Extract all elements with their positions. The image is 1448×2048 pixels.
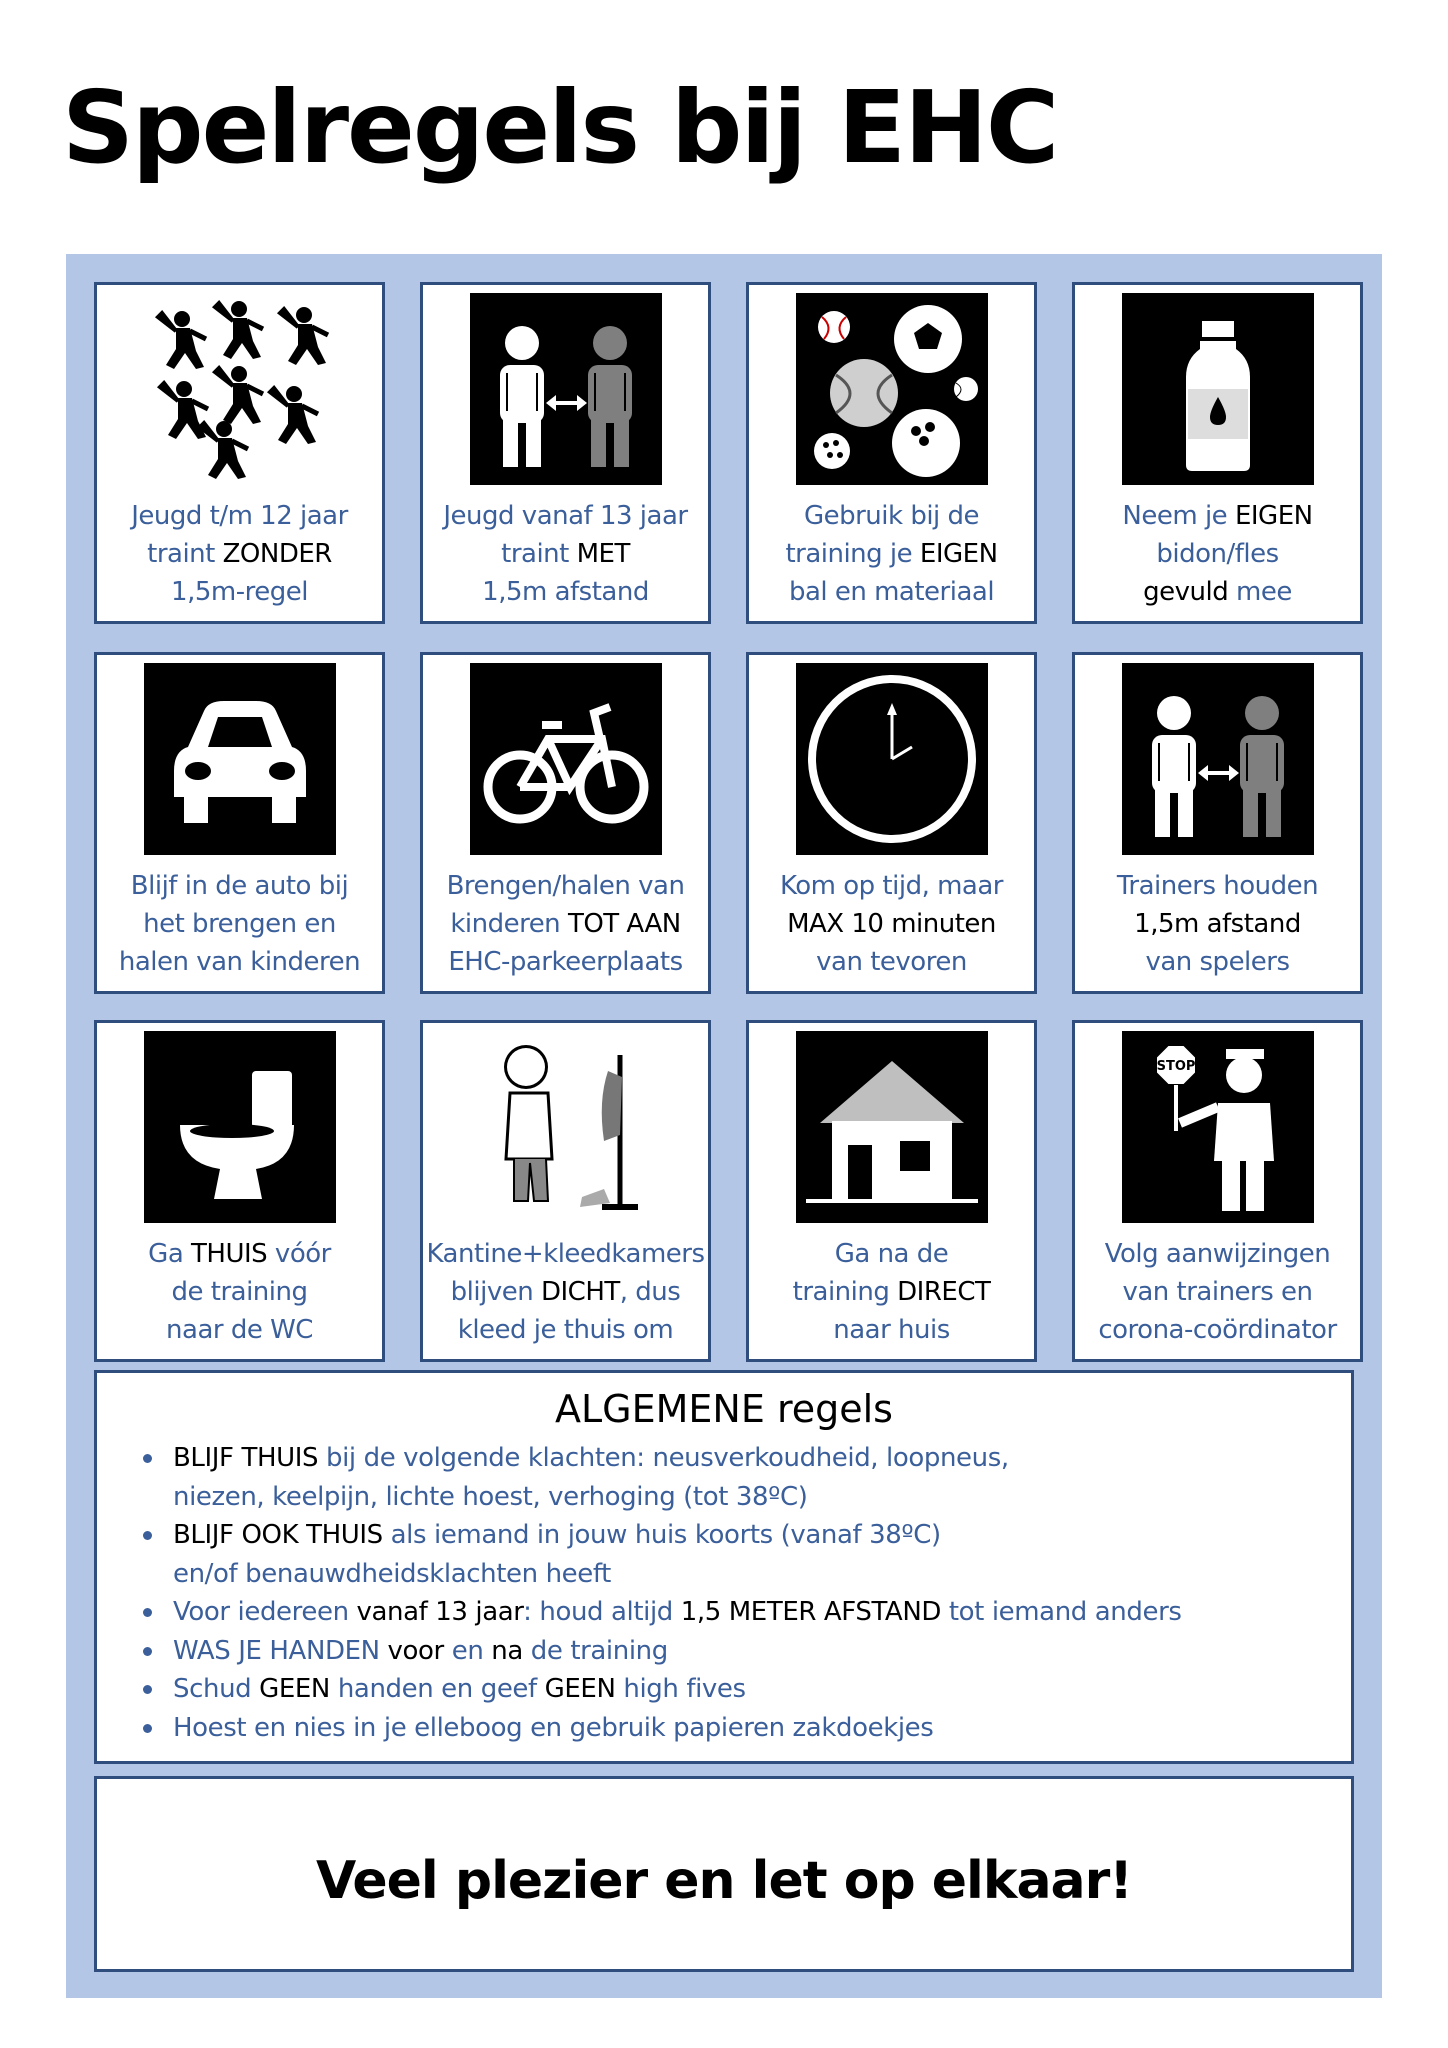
- caption-text: traint: [501, 539, 577, 569]
- caption-text: kleed je thuis om: [457, 1315, 674, 1345]
- caption-text: corona-coördinator: [1098, 1315, 1337, 1345]
- general-rules-title: ALGEMENE regels: [555, 1387, 893, 1431]
- caption-text: bidon/fles: [1156, 539, 1279, 569]
- rule-card: [420, 282, 711, 624]
- caption-line: [1075, 497, 1360, 535]
- caption-text: Kantine+kleedkamers: [426, 1239, 705, 1269]
- caption-text: de training: [171, 1277, 308, 1307]
- caption-line: [97, 905, 382, 943]
- caption-line: [1075, 867, 1360, 905]
- caption-line: [423, 867, 708, 905]
- rule-emphasis: BLIJF THUIS: [173, 1443, 319, 1473]
- caption-line: [1075, 1235, 1360, 1273]
- caption-text: traint: [147, 539, 223, 569]
- rule-emphasis: na: [483, 1635, 531, 1666]
- caption-line: [749, 497, 1034, 535]
- caption-line: [749, 943, 1034, 981]
- rule-card: [420, 652, 711, 994]
- caption-text: training: [792, 1277, 898, 1307]
- rule-text: de training: [530, 1635, 668, 1666]
- caption-line: [749, 905, 1034, 943]
- caption-text: Trainers houden: [1116, 871, 1319, 901]
- caption-line: [97, 497, 382, 535]
- rule-card: [1072, 1020, 1363, 1362]
- caption-line: [749, 535, 1034, 573]
- balls-icon: [796, 293, 988, 485]
- rule-text: Schud: [173, 1674, 260, 1704]
- caption-text: Kom op tijd, maar: [780, 871, 1003, 901]
- car-icon: [144, 663, 336, 855]
- rule-emphasis: voor: [379, 1635, 452, 1666]
- rule-card-caption: [97, 867, 382, 981]
- caption-line: [423, 1311, 708, 1349]
- rule-text: en: [451, 1635, 484, 1666]
- rule-emphasis: GEEN: [544, 1674, 616, 1704]
- caption-emphasis: DIRECT: [897, 1277, 991, 1307]
- caption-emphasis: ZONDER: [222, 539, 332, 569]
- caption-line: [97, 867, 382, 905]
- caption-emphasis: 1,5m afstand: [1134, 909, 1301, 939]
- caption-line: [423, 573, 708, 611]
- rule-text: tot iemand anders: [941, 1597, 1182, 1627]
- general-rules-list: [141, 1439, 1182, 1747]
- rule-card: [1072, 282, 1363, 624]
- rule-text: niezen, keelpijn, lichte hoest, verhoging (tot 38ºC): [173, 1481, 808, 1512]
- caption-text: halen van kinderen: [118, 947, 361, 977]
- general-rules-box: [94, 1370, 1354, 1764]
- rule-text: Hoest en nies in je elleboog en gebruik papieren zakdoekjes: [173, 1712, 934, 1743]
- rule-emphasis: BLIJF OOK THUIS: [173, 1520, 383, 1550]
- caption-line: [97, 573, 382, 611]
- rule-card-caption: [97, 497, 382, 611]
- caption-text: Neem je: [1122, 501, 1235, 531]
- caption-line: [423, 535, 708, 573]
- caption-line: [423, 1273, 708, 1311]
- rule-item: [141, 1516, 1182, 1593]
- rule-card: [94, 282, 385, 624]
- rule-card-caption: [749, 497, 1034, 611]
- rule-card-caption: [749, 1235, 1034, 1349]
- caption-line: [1075, 573, 1360, 611]
- rule-item: [141, 1632, 1182, 1671]
- caption-text: van spelers: [1145, 947, 1290, 977]
- rules-panel: [66, 254, 1382, 1998]
- distance-people-icon: [1122, 663, 1314, 855]
- rule-emphasis: GEEN: [259, 1674, 330, 1704]
- rule-card: [1072, 652, 1363, 994]
- caption-emphasis: EIGEN: [919, 539, 998, 569]
- rule-emphasis: 1,5 METER AFSTAND: [680, 1597, 941, 1627]
- closing-message: Veel plezier en let op elkaar!: [316, 1851, 1132, 1911]
- caption-emphasis: MAX 10 minuten: [787, 909, 996, 939]
- rule-card-caption: [1075, 867, 1360, 981]
- water-bottle-icon: [1122, 293, 1314, 485]
- stop-sign-person-icon: [1122, 1031, 1314, 1223]
- caption-line: [423, 943, 708, 981]
- rule-card-caption: [97, 1235, 382, 1349]
- rule-card-caption: [1075, 497, 1360, 611]
- toilet-icon: [144, 1031, 336, 1223]
- caption-text: EHC-parkeerplaats: [448, 947, 683, 977]
- caption-text: vóór: [267, 1239, 331, 1269]
- caption-line: [749, 1311, 1034, 1349]
- caption-line: [749, 573, 1034, 611]
- rule-card-caption: [423, 1235, 708, 1349]
- caption-text: Jeugd vanaf 13 jaar: [443, 501, 688, 531]
- caption-text: kinderen: [450, 909, 568, 939]
- caption-text: Ga: [148, 1239, 192, 1269]
- caption-text: bal en materiaal: [788, 577, 995, 607]
- caption-emphasis: DICHT: [540, 1277, 620, 1307]
- caption-line: [1075, 1273, 1360, 1311]
- house-icon: [796, 1031, 988, 1223]
- svg-text:STOP: STOP: [1156, 1059, 1195, 1074]
- rule-card: [746, 282, 1037, 624]
- caption-line: [749, 1235, 1034, 1273]
- rule-item: [141, 1709, 1182, 1748]
- rule-card: [746, 1020, 1037, 1362]
- rule-text: en/of benauwdheidsklachten heeft: [173, 1558, 611, 1589]
- caption-text: van trainers en: [1122, 1277, 1313, 1307]
- rule-text: handen en geef: [329, 1674, 545, 1704]
- caption-text: naar de WC: [166, 1315, 313, 1345]
- rule-emphasis: vanaf 13 jaar: [356, 1597, 524, 1627]
- page-title: Spelregels bij EHC: [62, 69, 1058, 186]
- caption-text: Brengen/halen van: [446, 871, 685, 901]
- caption-line: [1075, 943, 1360, 981]
- rule-card: [94, 1020, 385, 1362]
- rule-item: [141, 1593, 1182, 1632]
- caption-line: [97, 1235, 382, 1273]
- clock-icon: [796, 663, 988, 855]
- caption-text: training je: [785, 539, 920, 569]
- caption-line: [749, 867, 1034, 905]
- caption-line: [423, 905, 708, 943]
- caption-text: Volg aanwijzingen: [1104, 1239, 1331, 1269]
- rule-item: [141, 1670, 1182, 1709]
- caption-text: van tevoren: [816, 947, 967, 977]
- changing-room-icon: [470, 1031, 662, 1223]
- caption-line: [749, 1273, 1034, 1311]
- rule-text: WAS JE HANDEN: [173, 1635, 380, 1666]
- caption-text: , dus: [619, 1277, 681, 1307]
- caption-text: blijven: [450, 1277, 541, 1307]
- caption-text: mee: [1228, 577, 1292, 607]
- rule-card-caption: [1075, 1235, 1360, 1349]
- rule-text: als iemand in jouw huis koorts (vanaf 38ºC): [382, 1520, 941, 1550]
- caption-line: [97, 1273, 382, 1311]
- rule-card-caption: [423, 497, 708, 611]
- caption-line: [423, 497, 708, 535]
- rule-card: [746, 652, 1037, 994]
- caption-text: Jeugd t/m 12 jaar: [131, 501, 348, 531]
- rule-text: high fives: [615, 1674, 746, 1704]
- rule-card-caption: [749, 867, 1034, 981]
- caption-line: [97, 535, 382, 573]
- caption-emphasis: THUIS: [191, 1239, 268, 1269]
- handball-players-icon: [144, 293, 336, 485]
- rule-text: Voor iedereen: [173, 1597, 357, 1627]
- caption-emphasis: TOT AAN: [567, 909, 681, 939]
- caption-text: Gebruik bij de: [803, 501, 980, 531]
- caption-text: het brengen en: [143, 909, 336, 939]
- caption-line: [1075, 1311, 1360, 1349]
- caption-line: [97, 943, 382, 981]
- rule-card-caption: [423, 867, 708, 981]
- caption-emphasis: EIGEN: [1234, 501, 1313, 531]
- rule-card: [420, 1020, 711, 1362]
- caption-text: naar huis: [833, 1315, 950, 1345]
- caption-text: 1,5m-regel: [171, 577, 308, 607]
- distance-people-icon: [470, 293, 662, 485]
- caption-text: Ga na de: [834, 1239, 949, 1269]
- rule-text: bij de volgende klachten: neusverkoudheid, loopneus,: [318, 1443, 1009, 1473]
- caption-text: 1,5m afstand: [482, 577, 649, 607]
- rule-text: : houd altijd: [523, 1597, 681, 1627]
- rule-item: [141, 1439, 1182, 1516]
- caption-emphasis: gevuld: [1143, 577, 1229, 607]
- caption-line: [1075, 535, 1360, 573]
- bicycle-icon: [470, 663, 662, 855]
- closing-box: [94, 1776, 1354, 1972]
- caption-line: [1075, 905, 1360, 943]
- caption-text: Blijf in de auto bij: [130, 871, 349, 901]
- caption-line: [97, 1311, 382, 1349]
- rule-card: [94, 652, 385, 994]
- caption-line: [423, 1235, 708, 1273]
- caption-emphasis: MET: [576, 539, 630, 569]
